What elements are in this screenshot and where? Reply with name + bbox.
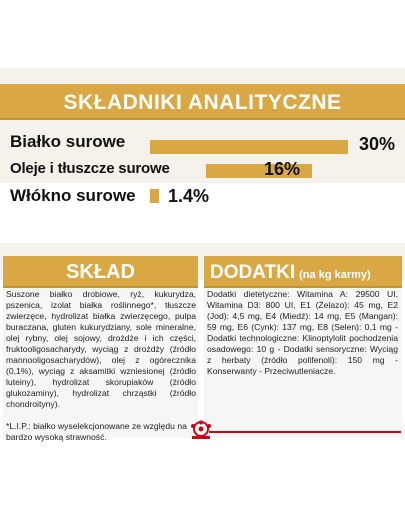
sklad-note: *L.I.P.: białko wyselekcjonowane ze względu na bardzo wysoką strawność. [6,421,187,442]
dodatki-title-sub: (na kg karmy) [299,269,371,281]
row-label-fat: Oleje i tłuszcze surowe [10,160,170,177]
value-fat: 16% [264,159,301,179]
dodatki-text: Dodatki dietetyczne: Witamina A: 29500 UI, Witamina D3: 800 UI, E1 (Żelazo): 45 mg, E2 (Jod): 4,5 mg, E4 (Miedź): 14 mg, E5 (Mangan): 59 mg, E6 (Cynk): 137 mg, E8 (Selen): 0,1 mg - Dodatki technologiczne: Klinoptylolit pochodzenia osadowego: 10 g - Dodatki sensoryczne: Wyciąg z herbaty (źródło polifenoli): 150 mg - Konserwanty - Przeciwutleniacze. [207,289,398,376]
brand-red-line [209,431,401,433]
sklad-title: SKŁAD [66,261,135,283]
dodatki-title [210,256,400,288]
value-fiber: 1.4% [168,186,210,206]
analysis-title: SKŁADNIKI ANALITYCZNE [63,91,342,114]
sklad-text: Suszone białko drobiowe, ryż, kukurydza, pszenica, izolat białka roślinnego*, tłuszcze zwierzęce, hydrolizat białka zwierzęcego, pulpa buraczana, gluten kukurydziany, sole mineralne, olej rybny, olej sojowy, drożdże i ich części, fruktooligosacharydy, wyciąg z drożdży (źródło mannooligosacharydów), olej z ogórecznika (0,1%), wyciąg z aksamitki wzniesionej (źródło luteiny), hydrolizat skorupiaków (źródło glukozaminy), hydrolizat chrząstki (źródło chondroityny). [6,289,196,409]
dodatki-title-main: DODATKI [210,262,296,283]
bar-fiber [150,189,159,203]
value-protein: 30% [359,134,396,154]
row-label-fiber: Włókno surowe [10,186,136,205]
bar-protein [150,140,348,154]
royal-canin-crown-logo [186,420,216,442]
row-label-protein: Białko surowe [10,132,126,151]
